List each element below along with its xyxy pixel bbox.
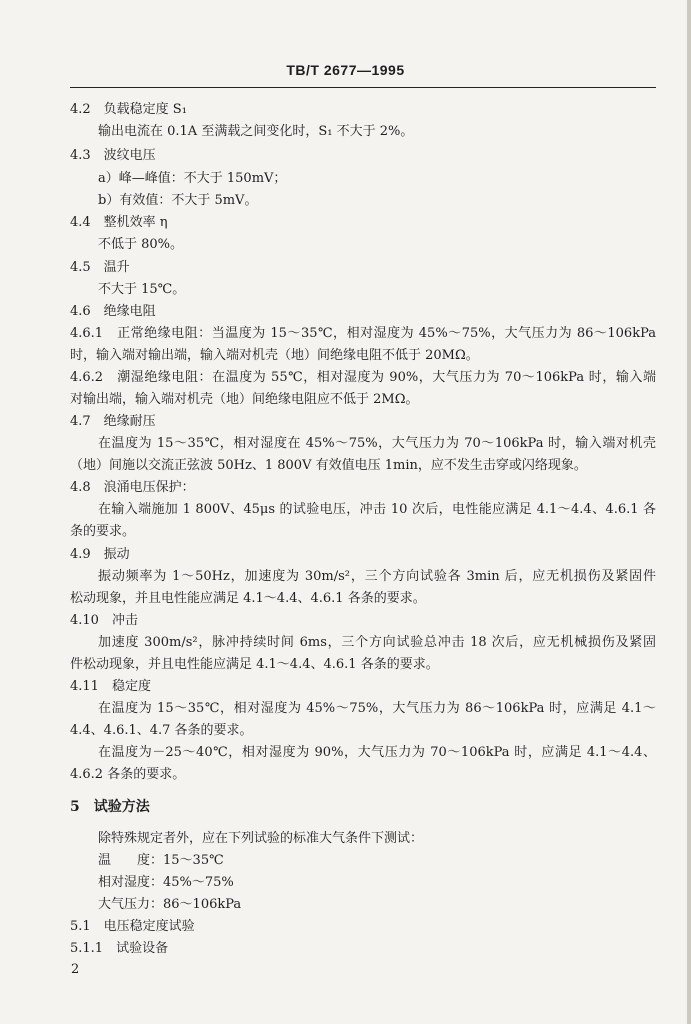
clause-4-4-heading: 4.4 整机效率 η [70, 215, 168, 230]
clause-4-11-para-2-line-2: 4.6.2 各条的要求。 [70, 767, 186, 782]
clause-4-11-para-1-line-2: 4.4、4.6.1、4.7 各条的要求。 [70, 723, 253, 738]
condition-humidity: 相对湿度：45%～75% [98, 875, 234, 890]
clause-4-9-heading: 4.9 振动 [70, 547, 130, 562]
clause-4-11-para-2-line-1: 在温度为－25～40℃，相对湿度为 90%，大气压力为 70～106kPa 时，应满足 4.1～4.4、 [98, 745, 656, 760]
clause-4-11-heading: 4.11 稳定度 [70, 679, 151, 694]
page-edge-shadow [687, 0, 691, 1024]
clause-5-1-heading: 5.1 电压稳定度试验 [70, 919, 195, 934]
clause-4-7-heading: 4.7 绝缘耐压 [70, 414, 156, 429]
header-rule [70, 87, 656, 88]
clause-4-5-text: 不大于 15℃。 [98, 282, 186, 297]
page-number: 2 [71, 962, 80, 977]
clause-4-6-2-line-2: 对输出端，输入端对机壳（地）间绝缘电阻应不低于 2MΩ。 [70, 392, 419, 407]
clause-4-9-line-2: 松动现象，并且电性能应满足 4.1～4.4、4.6.1 各条的要求。 [70, 591, 426, 606]
clause-4-2-heading: 4.2 负载稳定度 S₁ [70, 102, 187, 117]
clause-4-10-line-1: 加速度 300m/s²，脉冲持续时间 6ms，三个方向试验总冲击 18 次后，应无机械损伤及紧固 [98, 635, 656, 650]
standard-number-header: TB/T 2677—1995 [286, 62, 405, 78]
clause-4-10-line-2: 件松动现象，并且电性能应满足 4.1～4.4、4.6.1 各条的要求。 [70, 657, 439, 672]
clause-4-8-line-2: 条的要求。 [70, 524, 136, 539]
clause-4-6-heading: 4.6 绝缘电阻 [70, 304, 156, 319]
section-5-heading: 5 试验方法 [70, 799, 150, 815]
clause-4-9-line-1: 振动频率为 1～50Hz，加速度为 30m/s²，三个方向试验各 3min 后，应无机损伤及紧固件 [98, 569, 656, 584]
section-5-intro: 除特殊规定者外，应在下列试验的标准大气条件下测试： [98, 831, 424, 846]
clause-4-4-text: 不低于 80%。 [98, 237, 184, 252]
clause-5-1-1-heading: 5.1.1 试验设备 [70, 941, 169, 956]
clause-4-7-line-1: 在温度为 15～35℃，相对湿度在 45%～75%，大气压力为 70～106kPa 时，输入端对机壳 [98, 436, 656, 451]
clause-4-8-heading: 4.8 浪涌电压保护： [70, 480, 195, 495]
clause-4-2-text: 输出电流在 0.1A 至满载之间变化时，S₁ 不大于 2%。 [98, 124, 414, 139]
clause-4-8-line-1: 在输入端施加 1 800V、45μs 的试验电压，冲击 10 次后，电性能应满足 4.1～4.4、4.6.1 各 [98, 502, 656, 517]
clause-4-6-1-line-1: 4.6.1 正常绝缘电阻：当温度为 15～35℃，相对湿度为 45%～75%，大气压力为 86～106kPa [70, 326, 656, 341]
clause-4-7-line-2: （地）间施以交流正弦波 50Hz、1 800V 有效值电压 1min，应不发生击穿或闪络现象。 [70, 458, 587, 473]
clause-4-11-para-1-line-1: 在温度为 15～35℃，相对湿度为 45%～75%，大气压力为 86～106kPa 时，应满足 4.1～ [98, 701, 656, 716]
clause-4-5-heading: 4.5 温升 [70, 260, 130, 275]
clause-4-10-heading: 4.10 冲击 [70, 613, 138, 628]
clause-4-3-heading: 4.3 波纹电压 [70, 148, 156, 163]
clause-4-6-2-line-1: 4.6.2 潮湿绝缘电阻：在温度为 55℃，相对湿度为 90%，大气压力为 70～106kPa 时，输入端 [70, 370, 656, 385]
clause-4-6-1-line-2: 时，输入端对输出端，输入端对机壳（地）间绝缘电阻不低于 20MΩ。 [70, 348, 479, 363]
condition-pressure: 大气压力：86～106kPa [98, 897, 242, 912]
condition-temperature: 温 度：15～35℃ [98, 853, 224, 868]
clause-4-3-item-a: a）峰—峰值：不大于 150mV； [98, 171, 287, 186]
clause-4-3-item-b: b）有效值：不大于 5mV。 [98, 193, 258, 208]
